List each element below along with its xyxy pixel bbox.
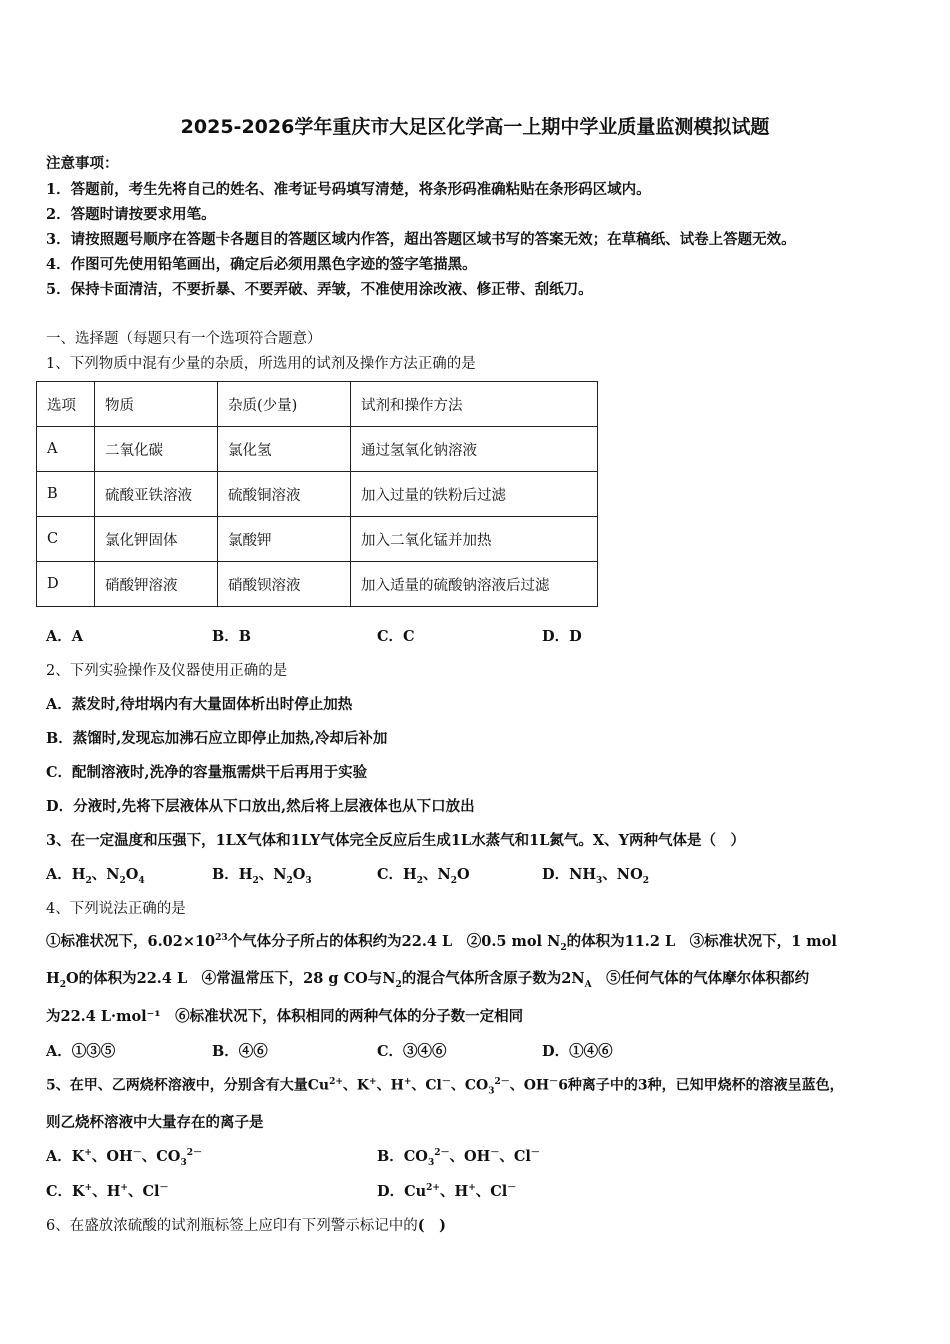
- text: 个气体分子所占的体积约为22.4 L ②0.5 mol N: [227, 933, 561, 950]
- superscript: －: [549, 1077, 559, 1087]
- table-row: [37, 472, 598, 517]
- q4-option-b[interactable]: B．④⑥: [212, 1043, 268, 1060]
- subscript: 3: [305, 875, 312, 886]
- q6-stem: [46, 1214, 446, 1235]
- superscript: 2+: [329, 1077, 343, 1087]
- section-heading: 一、选择题（每题只有一个选项符合题意）: [46, 331, 322, 347]
- subscript: 3: [427, 1157, 435, 1168]
- q2-option-b[interactable]: B．蒸馏时,发现忘加沸石应立即停止加热,冷却后补加: [46, 730, 388, 747]
- subscript: 3: [488, 1086, 495, 1097]
- subscript: 2: [59, 979, 66, 990]
- text: H: [46, 970, 60, 987]
- text: 、Cl: [127, 1183, 160, 1200]
- table-cell: D: [37, 562, 95, 607]
- table-cell: 加入过量的铁粉后过滤: [351, 472, 598, 517]
- q1-option-b[interactable]: B．B: [212, 628, 252, 645]
- table-header-row: [37, 382, 598, 427]
- q1-table: [36, 381, 598, 607]
- table-cell: 氯化钾固体: [95, 517, 218, 562]
- subscript: 2: [560, 942, 567, 953]
- q1-option-a[interactable]: A．A: [46, 628, 84, 645]
- subscript: 2: [85, 875, 92, 886]
- table-cell: 氯酸钾: [218, 517, 351, 562]
- table-header-cell: 试剂和操作方法: [351, 382, 598, 427]
- table-row: [37, 517, 598, 562]
- table-cell: 加入二氧化锰并加热: [351, 517, 598, 562]
- q3-option-c[interactable]: [377, 863, 470, 886]
- q3-option-a[interactable]: [46, 863, 145, 886]
- table-cell: 硫酸铜溶液: [218, 472, 351, 517]
- text: 、Cl: [475, 1183, 508, 1200]
- subscript: 2: [416, 875, 424, 886]
- subscript: 2: [119, 875, 126, 886]
- superscript: －: [159, 1183, 169, 1194]
- q3-option-b[interactable]: [212, 863, 312, 886]
- option-label: D．: [542, 866, 570, 883]
- q5-option-d[interactable]: [377, 1180, 516, 1201]
- q4-option-c[interactable]: C．③④⑥: [377, 1043, 447, 1060]
- subscript: A: [584, 979, 592, 990]
- table-cell: 二氧化碳: [95, 427, 218, 472]
- q4-statement-line: [46, 930, 837, 953]
- superscript: +: [84, 1148, 92, 1159]
- formula: 、N: [423, 866, 451, 883]
- notice-item: 4．作图可先使用铅笔画出，确定后必须用黑色字迹的签字笔描黑。: [46, 256, 477, 273]
- text: 、OH: [449, 1148, 491, 1165]
- q3-option-d[interactable]: [542, 863, 649, 886]
- text: 、H: [376, 1077, 404, 1094]
- subscript: 2: [252, 875, 259, 886]
- superscript: 2－: [186, 1148, 202, 1159]
- formula: O: [457, 866, 470, 883]
- text: B．CO: [377, 1148, 428, 1165]
- q1-option-c[interactable]: C．C: [377, 628, 415, 645]
- formula: 、NO: [602, 866, 643, 883]
- table-cell: 硝酸钾溶液: [95, 562, 218, 607]
- text: 、Cl: [499, 1148, 531, 1165]
- table-cell: 硫酸亚铁溶液: [95, 472, 218, 517]
- q2-stem: 2、下列实验操作及仪器使用正确的是: [46, 663, 288, 679]
- formula: 、N: [258, 866, 287, 883]
- text: 、OH: [91, 1148, 133, 1165]
- q2-option-c[interactable]: C．配制溶液时,洗净的容量瓶需烘干后再用于实验: [46, 764, 368, 781]
- text: ①标准状况下，6.02×10: [46, 933, 216, 950]
- table-row: [37, 562, 598, 607]
- notice-item: 2．答题时请按要求用笔。: [46, 206, 216, 223]
- text: 、H: [92, 1183, 121, 1200]
- q2-option-d[interactable]: D．分液时,先将下层液体从下口放出,然后将上层液体也从下口放出: [46, 798, 475, 815]
- table-header-cell: 选项: [37, 382, 95, 427]
- q3-stem: 3、在一定温度和压强下，1LX气体和1LY气体完全反应后生成1L水蒸气和1L氮气。X、Y两种气体是（ ）: [46, 832, 745, 849]
- superscript: 2－: [494, 1077, 510, 1087]
- table-row: [37, 427, 598, 472]
- superscript: －: [507, 1183, 517, 1194]
- superscript: 23: [215, 933, 228, 944]
- q5-stem-line: 则乙烧杯溶液中大量存在的离子是: [46, 1114, 264, 1131]
- q4-stem: 4、下列说法正确的是: [46, 901, 186, 917]
- subscript: 2: [450, 875, 458, 886]
- superscript: －: [441, 1077, 451, 1087]
- formula: H: [403, 866, 417, 883]
- q1-stem: 1、下列物质中混有少量的杂质，所选用的试剂及操作方法正确的是: [46, 356, 476, 372]
- subscript: 2: [395, 979, 402, 990]
- notice-item: 1．答题前，考生先将自己的姓名、准考证号码填写清楚，将条形码准确粘贴在条形码区域内。: [46, 181, 651, 198]
- superscript: +: [84, 1183, 93, 1194]
- q4-option-d[interactable]: D．①④⑥: [542, 1043, 613, 1060]
- formula: NH: [569, 866, 597, 883]
- text: 、OH: [509, 1077, 550, 1094]
- option-label: C．: [377, 866, 404, 883]
- subscript: 2: [642, 875, 649, 886]
- answer-blank: ( ): [417, 1217, 446, 1234]
- q5-stem-line: [46, 1074, 844, 1096]
- table-cell: 加入适量的硫酸钠溶液后过滤: [351, 562, 598, 607]
- table-cell: 通过氢氧化钠溶液: [351, 427, 598, 472]
- text: 6种离子中的3种，已知甲烧杯的溶液呈蓝色，: [558, 1077, 844, 1094]
- subscript: 4: [138, 875, 145, 886]
- text: ⑤任何气体的气体摩尔体积都约: [591, 970, 810, 987]
- formula: O: [125, 866, 139, 883]
- superscript: +: [120, 1183, 128, 1194]
- text: 、K: [342, 1077, 370, 1094]
- formula: 、N: [91, 866, 120, 883]
- superscript: +: [403, 1077, 412, 1087]
- formula: O: [292, 866, 306, 883]
- text: 的体积为11.2 L ③标准状况下，1 mol: [566, 933, 837, 950]
- superscript: －: [132, 1148, 142, 1159]
- notice-item: 5．保持卡面清洁，不要折暴、不要弄破、弄皱，不准使用涂改液、修正带、刮纸刀。: [46, 281, 593, 298]
- text: 、Cl: [411, 1077, 442, 1094]
- text: C．K: [46, 1183, 85, 1200]
- table-cell: B: [37, 472, 95, 517]
- q4-option-a[interactable]: A．①③⑤: [46, 1043, 116, 1060]
- q4-statement-line: [46, 967, 809, 990]
- q1-option-d[interactable]: D．D: [542, 628, 582, 645]
- table-header-cell: 物质: [95, 382, 218, 427]
- superscript: 2－: [434, 1148, 450, 1159]
- table-cell: C: [37, 517, 95, 562]
- q4-statement-line: 为22.4 L·mol⁻¹ ⑥标准状况下，体积相同的两种气体的分子数一定相同: [46, 1008, 524, 1025]
- option-label: A．: [46, 866, 72, 883]
- notice-heading: 注意事项：: [46, 155, 119, 172]
- text: 、H: [439, 1183, 469, 1200]
- notice-item: 3．请按照题号顺序在答题卡各题目的答题区域内作答，超出答题区域书写的答案无效；在草稿纸、试卷上答题无效。: [46, 231, 796, 248]
- table-header-cell: 杂质(少量): [218, 382, 351, 427]
- subscript: 3: [180, 1157, 187, 1168]
- superscript: －: [490, 1148, 500, 1159]
- text: 6、在盛放浓硫酸的试剂瓶标签上应印有下列警示标记中的: [46, 1218, 418, 1234]
- text: 、CO: [450, 1077, 489, 1094]
- q5-option-c[interactable]: [46, 1180, 169, 1201]
- text: 、CO: [141, 1148, 181, 1165]
- text: O的体积为22.4 L ④常温常压下，28 g CO与N: [65, 970, 396, 987]
- formula: H: [71, 866, 86, 883]
- subscript: 3: [596, 875, 603, 886]
- subscript: 2: [286, 875, 293, 886]
- page-title: 2025-2026学年重庆市大足区化学高一上期中学业质量监测模拟试题: [180, 116, 770, 138]
- superscript: +: [369, 1077, 377, 1087]
- q5-option-b[interactable]: [377, 1145, 540, 1168]
- superscript: －: [530, 1148, 540, 1159]
- text: D．Cu: [377, 1183, 427, 1200]
- q2-option-a[interactable]: A．蒸发时,待坩埚内有大量固体析出时停止加热: [46, 696, 353, 713]
- superscript: +: [468, 1183, 476, 1194]
- table-cell: A: [37, 427, 95, 472]
- table-cell: 氯化氢: [218, 427, 351, 472]
- option-label: B．: [212, 866, 239, 883]
- text: 5、在甲、乙两烧杯溶液中，分别含有大量Cu: [46, 1077, 330, 1094]
- text: 的混合气体所含原子数为2N: [401, 970, 585, 987]
- table-cell: 硝酸钡溶液: [218, 562, 351, 607]
- text: A．K: [46, 1148, 85, 1165]
- superscript: 2+: [426, 1183, 440, 1194]
- formula: H: [238, 866, 253, 883]
- q5-option-a[interactable]: [46, 1145, 202, 1168]
